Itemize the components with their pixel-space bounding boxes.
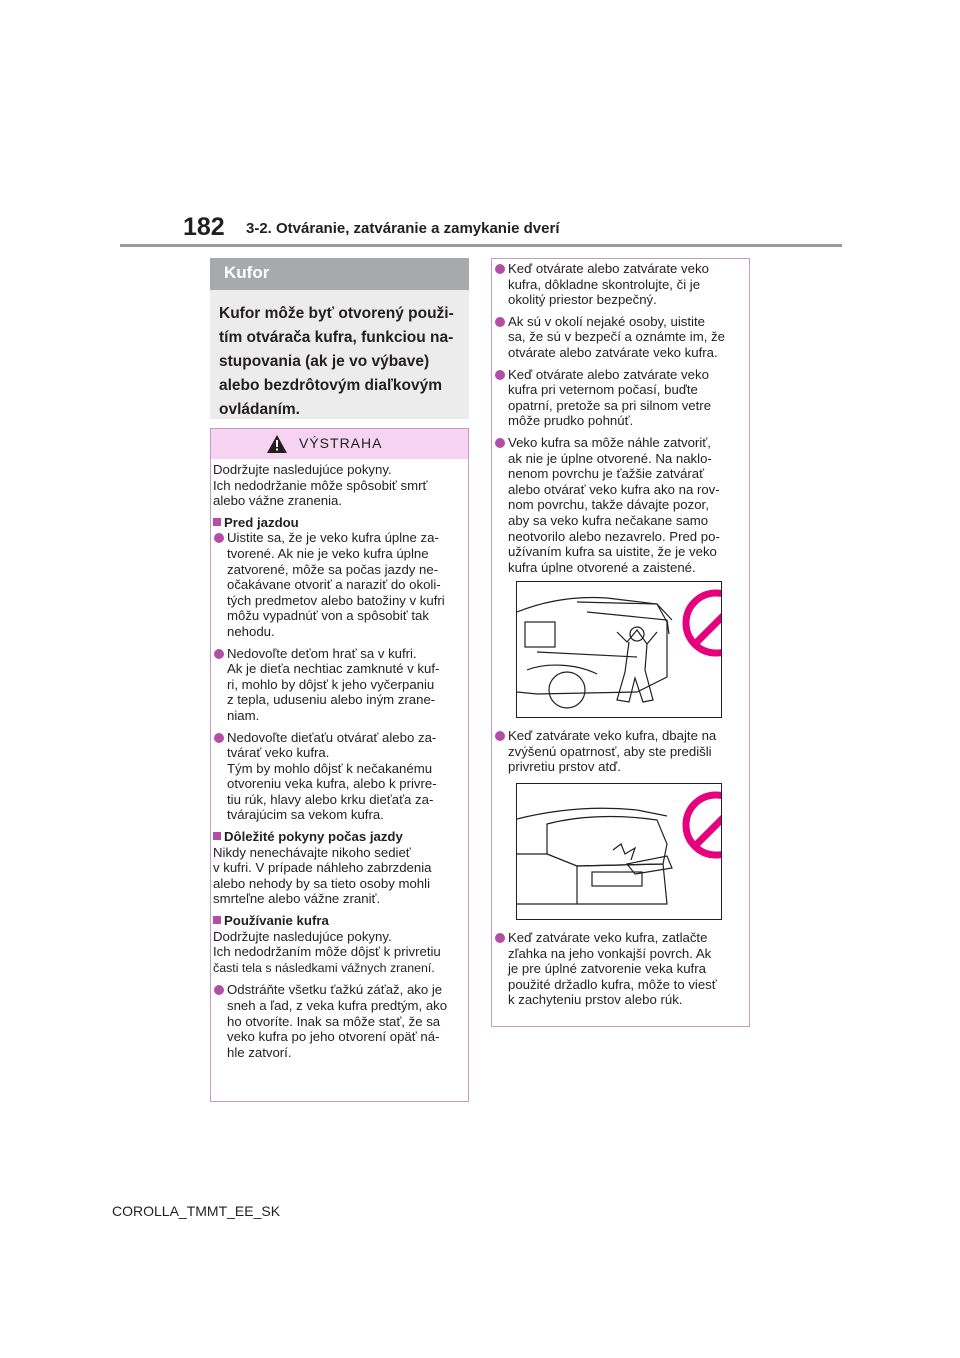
- text-line: k zachyteniu prstov alebo rúk.: [508, 992, 683, 1008]
- text-line: Tým by mohlo dôjsť k nečakanému: [227, 760, 433, 776]
- text-line: otvárate alebo zatvárate veko kufra.: [508, 344, 718, 360]
- square-bullet-icon: [213, 916, 221, 924]
- warning-title: VÝSTRAHA: [299, 435, 383, 451]
- list-item: [213, 646, 462, 724]
- subheading-using-trunk: [213, 913, 462, 929]
- bullet-dot-icon: [214, 733, 224, 743]
- bullet-dot-icon: [495, 731, 505, 741]
- list-item: [213, 730, 462, 824]
- text-line: zatvorené, môže sa počas jazdy ne-: [227, 561, 439, 577]
- text-line: môžu vypadnúť von a spôsobiť tak: [227, 608, 429, 624]
- header-divider: [120, 244, 842, 247]
- text-line: nehodu.: [227, 623, 275, 639]
- text-line: alebo otvárať veko kufra ako na rov-: [508, 481, 720, 497]
- warning-lead: [213, 462, 462, 509]
- text-line: Ich nedodržanie môže spôsobiť smrť: [213, 477, 428, 493]
- warning-continued-box: [491, 258, 750, 1027]
- text-line: Odstráňte všetku ťažkú záťaž, ako je: [227, 982, 443, 998]
- list-item: [213, 982, 462, 1060]
- text-line: neotvorilo alebo nezavrelo. Pred po-: [508, 528, 720, 544]
- square-bullet-icon: [213, 518, 221, 526]
- text-line: kufra úplne otvorené a zaistené.: [508, 559, 696, 575]
- subheading-text: Pred jazdou: [224, 514, 299, 530]
- text-line: tvárať veko kufra.: [227, 745, 330, 761]
- text-line: zľahka na jeho vonkajší povrch. Ak: [508, 945, 712, 961]
- text-line: tvárajúcim sa vekom kufra.: [227, 807, 384, 823]
- text-line: ak nie je úplne otvorené. Na naklo-: [508, 450, 712, 466]
- text-line: ri, mohlo by dôjsť k jeho vyčerpaniu: [227, 676, 435, 692]
- text-line: kufra, dôkladne skontrolujte, či je: [508, 276, 701, 292]
- list-item: [494, 435, 743, 575]
- bullet-dot-icon: [495, 370, 505, 380]
- text-line: otvoreniu veka kufra, alebo k privre-: [227, 776, 437, 792]
- text-line: tvorené. Ak nie je veko kufra úplne: [227, 545, 429, 561]
- text-line: tiu rúk, hlavy alebo krku dieťaťa za-: [227, 791, 434, 807]
- text-line: alebo nehody by sa tieto osoby mohli: [213, 875, 431, 891]
- text-line: Nedovoľte dieťaťu otvárať alebo za-: [227, 729, 437, 745]
- text-line: môže prudko pohnúť.: [508, 413, 634, 429]
- intro-line: alebo bezdrôtovým diaľkovým: [219, 377, 443, 394]
- section-title: Kufor: [210, 258, 469, 290]
- text-line: z tepla, uduseniu alebo iným zrane-: [227, 692, 436, 708]
- text-line: aby sa veko kufra nečakane samo: [508, 512, 709, 528]
- text-line: ho otvoríte. Inak sa môže stať, že sa: [227, 1013, 441, 1029]
- text-line: Ak sú v okolí nejaké osoby, uistite: [508, 313, 705, 329]
- text-line: v kufri. V prípade náhleho zabrzdenia: [213, 860, 432, 876]
- text-line: Nikdy nenechávajte nikoho sedieť: [213, 844, 411, 860]
- text-line: nenom povrchu je ťažšie zatvárať: [508, 466, 705, 482]
- list-item: [494, 367, 743, 429]
- text-line: opatrní, pretože sa pri silnom vetre: [508, 397, 712, 413]
- text-line: Nedovoľte deťom hrať sa v kufri.: [227, 645, 417, 661]
- section-header: 3-2. Otváranie, zatváranie a zamykanie dverí: [246, 220, 560, 237]
- list-item: [494, 261, 743, 308]
- bullet-dot-icon: [495, 933, 505, 943]
- text-line: Ak je dieťa nechtiac zamknuté v kuf-: [227, 661, 440, 677]
- illustration-trunk-opening: [516, 581, 722, 718]
- subheading-text: Používanie kufra: [224, 913, 329, 929]
- intro-line: tím otvárača kufra, funkciou na-: [219, 329, 454, 346]
- text-line: užívaním kufra sa uistite, že je veko: [508, 544, 717, 560]
- text-line: Dodržujte nasledujúce pokyny.: [213, 462, 392, 477]
- text-line: Dodržujte nasledujúce pokyny.: [213, 928, 392, 944]
- text-line: alebo vážne zranenia.: [213, 493, 343, 509]
- text-line: očakávane otvoriť a naraziť do okoli-: [227, 577, 441, 593]
- prohibition-icon: [681, 790, 722, 860]
- intro-line: Kufor môže byť otvorený použi-: [219, 305, 454, 322]
- warning-box: [210, 428, 469, 1102]
- warning-header: [211, 429, 468, 459]
- subheading-before-driving: [213, 515, 462, 531]
- using-trunk-text: [213, 929, 462, 977]
- text-line: veko kufra po jeho otvorení opäť ná-: [227, 1029, 440, 1045]
- bullet-dot-icon: [214, 649, 224, 659]
- text-line: kufra pri veternom počasí, buďte: [508, 382, 698, 398]
- text-line: časti tela s následkami vážnych zranení.: [213, 960, 435, 975]
- important-driving-text: [213, 845, 462, 907]
- text-line: okolitý priestor bezpečný.: [508, 292, 657, 308]
- warning-continued-content: [492, 259, 749, 1008]
- list-item: [494, 930, 743, 1008]
- list-item: [213, 530, 462, 639]
- list-item: [494, 314, 743, 361]
- text-line: je pre úplné zatvorenie veka kufra: [508, 961, 706, 977]
- text-line: Keď zatvárate veko kufra, dbajte na: [508, 728, 717, 744]
- text-line: Keď zatvárate veko kufra, zatlačte: [508, 930, 708, 946]
- text-line: Keď otvárate alebo zatvárate veko: [508, 366, 709, 382]
- text-line: privretiu prstov atď.: [508, 759, 621, 775]
- intro-line: stupovania (ak je vo výbave): [219, 353, 430, 370]
- bullet-dot-icon: [495, 264, 505, 274]
- text-line: Keď otvárate alebo zatvárate veko: [508, 261, 709, 276]
- subheading-text: Dôležité pokyny počas jazdy: [224, 829, 403, 845]
- text-line: Veko kufra sa môže náhle zatvoriť,: [508, 434, 711, 450]
- prohibition-icon: [681, 588, 722, 658]
- page-number: 182: [183, 213, 225, 241]
- text-line: niam.: [227, 707, 260, 723]
- warning-content: [211, 459, 468, 1060]
- bullet-dot-icon: [214, 533, 224, 543]
- bullet-dot-icon: [495, 317, 505, 327]
- text-line: sa, že sú v bezpečí a oznámte im, že: [508, 329, 725, 345]
- text-line: nom povrchu, takže dávajte pozor,: [508, 497, 709, 513]
- illustration-trunk-closing: [516, 783, 722, 920]
- text-line: Uistite sa, že je veko kufra úplne za-: [227, 530, 439, 546]
- text-line: zvýšenú opatrnosť, aby ste predišli: [508, 743, 712, 759]
- text-line: sneh a ľad, z veka kufra predtým, ako: [227, 998, 448, 1013]
- intro-box: [210, 290, 469, 419]
- list-item: [494, 728, 743, 775]
- bullet-dot-icon: [495, 438, 505, 448]
- text-line: smrteľne alebo vážne zraniť.: [213, 891, 381, 907]
- subheading-important-driving: [213, 829, 462, 845]
- document-code: COROLLA_TMMT_EE_SK: [112, 1203, 281, 1219]
- bullet-dot-icon: [214, 985, 224, 995]
- text-line: tých predmetov alebo batožiny v kufri: [227, 592, 445, 608]
- warning-triangle-icon: [267, 435, 287, 453]
- intro-line: ovládaním.: [219, 401, 300, 418]
- text-line: Ich nedodržaním môže dôjsť k privretiu: [213, 944, 441, 960]
- square-bullet-icon: [213, 832, 221, 840]
- text-line: použité držadlo kufra, môže to viesť: [508, 976, 717, 992]
- text-line: hle zatvorí.: [227, 1044, 292, 1060]
